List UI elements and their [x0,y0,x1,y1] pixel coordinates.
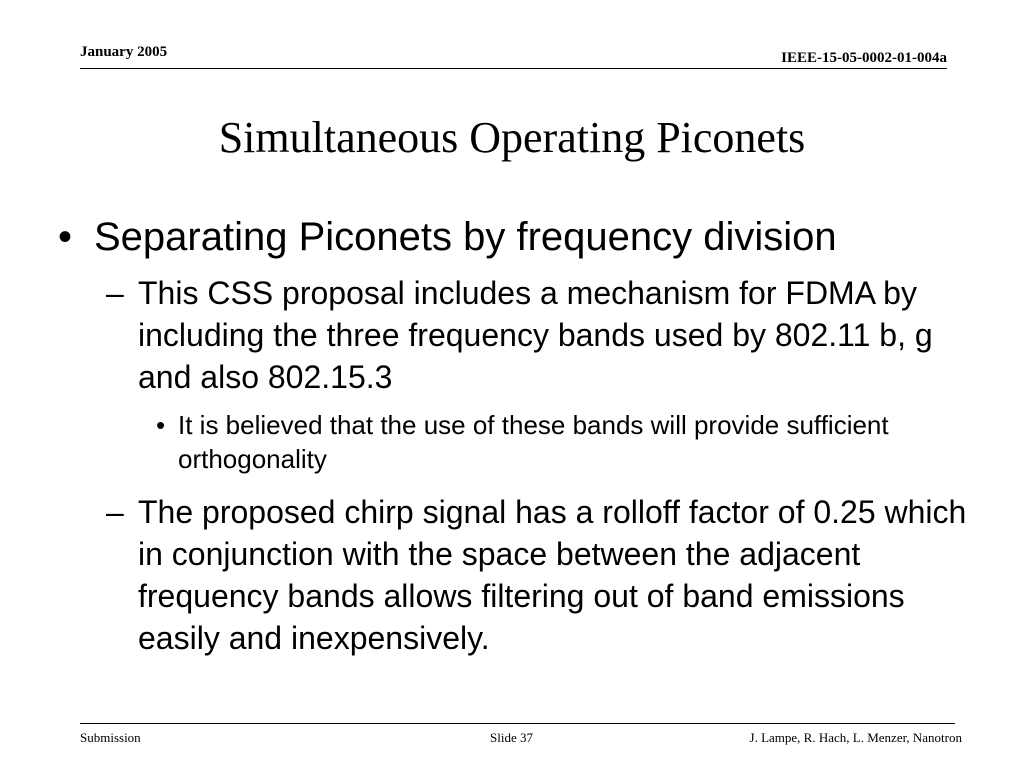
bullet-text: The proposed chirp signal has a rolloff factor of 0.25 which in conjunction with the space between the adjacent frequency bands allows filtering out of band emissions easily and inexpensively. [138,494,967,656]
bullet-text: Separating Piconets by frequency division [94,215,837,259]
footer-submission: Submission [80,730,141,745]
header-divider [80,68,947,69]
bullet-level2 [106,272,976,398]
footer-divider [80,723,955,724]
bullet-text: This CSS proposal includes a mechanism for FDMA by including the three frequency bands used by 802.11 b, g and also 802.15.3 [138,275,933,395]
footer-authors: J. Lampe, R. Hach, L. Menzer, Nanotron [749,730,962,745]
bullet-level3 [156,408,976,476]
footer-slide-number: Slide 37 [490,730,533,745]
bullet-text: It is believed that the use of these bands will provide sufficient orthogonality [178,410,889,474]
bullet-marker: • [58,215,73,259]
bullet-level1 [58,214,978,260]
header-document-id: IEEE-15-05-0002-01-004a [781,50,947,66]
dash-marker: – [106,494,124,530]
bullet-level2 [106,491,976,659]
dash-marker: – [106,275,124,311]
slide-title: Simultaneous Operating Piconets [218,113,806,162]
bullet-marker: • [156,410,166,440]
header-date: January 2005 [80,44,168,60]
